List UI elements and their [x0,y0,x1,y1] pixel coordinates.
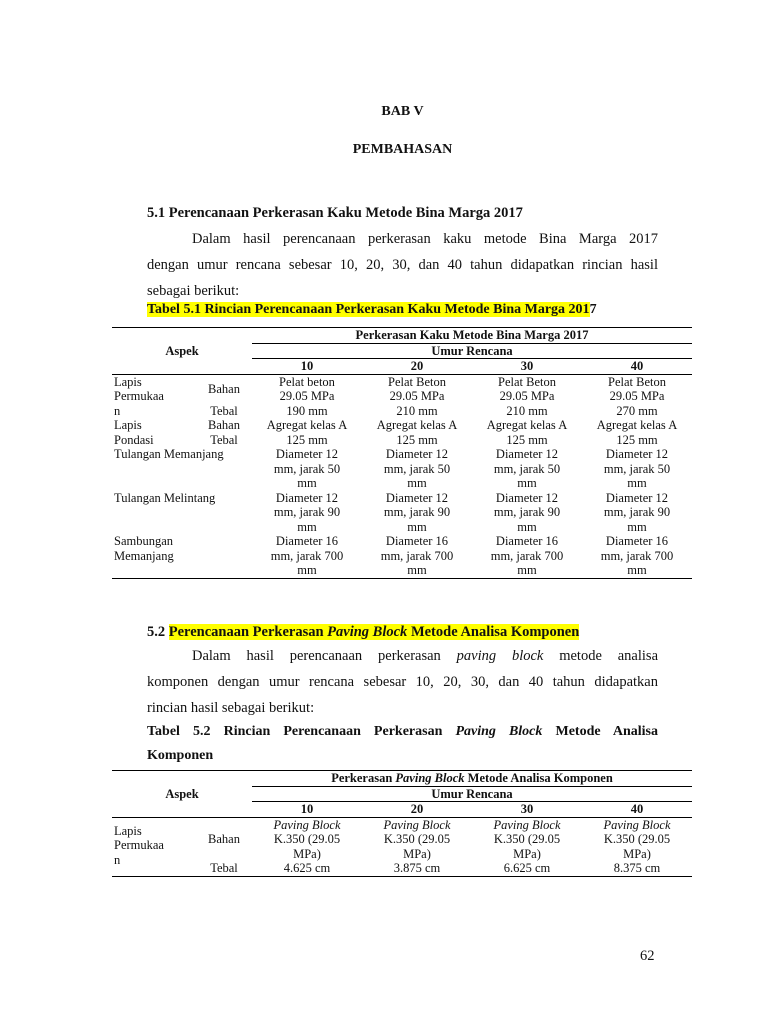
cell-line: Paving Block [383,817,451,832]
label-line: Lapis [114,823,142,838]
table-cell [362,534,472,578]
cell-line: mm [407,476,427,490]
table-cell [362,491,472,535]
year-header: 20 [410,802,424,816]
year-header: 30 [520,359,534,373]
cell-line: Agregat kelas A [486,418,568,432]
cell-line: mm [517,476,537,490]
table-cell [582,447,692,491]
cell-line: Diameter 12 [275,490,339,505]
cell-line: Agregat kelas A [266,418,348,432]
cell-line: K.350 (29.05 [383,832,451,846]
cell-line: mm [297,476,317,490]
row-label-lapis-permukaan [112,817,196,876]
sub-label-bahan: Bahan [208,832,240,846]
sub-label-tebal: Tebal [210,432,238,447]
section-heading-5-1: 5.1 Perencanaan Perkerasan Kaku Metode Bina Marga 2017 [147,205,523,221]
table-cell [252,374,362,404]
table-cell [362,374,472,404]
cell-line: MPa) [623,846,651,861]
header-part: Metode Analisa Komponen [464,771,613,785]
header-italic: Paving Block [395,771,465,785]
cell-line: Paving Block [273,817,341,832]
cell-line: Diameter 16 [275,534,339,548]
table-row [112,404,692,419]
cell-line: mm [297,563,317,577]
year-header: 10 [300,802,314,816]
table-5-1 [112,327,692,579]
cell-line: Diameter 12 [275,447,339,461]
year-header: 40 [630,359,644,373]
table-row [112,374,692,404]
table-cell [472,534,582,578]
caption-italic: Paving Block [455,724,543,739]
table-5-1-caption [147,302,597,318]
paragraph-line: dengan umur rencana sebesar 10, 20, 30, dan 40 tahun didapatkan rincian hasil [147,257,658,273]
section-5-1-paragraph [147,226,658,304]
table-cell: 210 mm [396,403,438,418]
text-part: metode analisa [543,648,658,664]
year-header: 30 [520,802,534,816]
cell-line: mm, jarak 90 [603,505,671,519]
cell-line: mm, jarak 700 [380,548,454,563]
cell-line: mm, jarak 50 [273,461,341,476]
cell-line: Diameter 12 [385,447,449,461]
cell-line: mm, jarak 50 [603,461,671,476]
cell-line: Diameter 12 [605,490,669,505]
cell-line: 125 mm [396,432,438,447]
table-5-2-caption [147,720,658,768]
table-row [112,817,692,861]
cell-line: Paving Block [603,817,671,832]
row-label-lapis-permukaan [112,374,196,418]
cell-line: mm, jarak 700 [270,548,344,563]
heading-part: Perencanaan Perkerasan [168,624,328,640]
row-label-tulangan-memanjang: Tulangan Memanjang [114,447,224,461]
cell-line: K.350 (29.05 [273,832,341,846]
label-line: n [114,403,121,418]
label-line: n [114,852,121,867]
table-cell [362,447,472,491]
cell-line: 29.05 MPa [279,389,335,403]
cell-line: mm, jarak 90 [493,505,561,519]
aspek-header: Aspek [112,771,252,818]
cell-line: Diameter 12 [495,447,559,461]
year-header: 20 [410,359,424,373]
paragraph-line [147,643,658,669]
cell-line: mm, jarak 700 [600,548,674,563]
table-row [112,491,692,535]
table-5-2 [112,770,692,877]
cell-line: Paving Block [493,817,561,832]
cell-line: Agregat kelas A [376,418,458,432]
table-cell: 210 mm [506,403,548,418]
aspek-header: Aspek [112,328,252,375]
cell-line: mm [407,563,427,577]
cell-line: Pelat Beton [388,374,446,389]
caption-part: Tabel 5.2 Rincian Perencanaan Perkerasan [147,724,456,739]
cell-line: mm, jarak 90 [383,505,451,519]
umur-rencana-header: Umur Rencana [252,343,692,359]
table-cell [582,534,692,578]
heading-part: Metode Analisa Komponen [407,624,580,640]
cell-line: mm [517,519,537,534]
paragraph-line: sebagai berikut: [147,283,240,299]
table-cell [582,374,692,404]
cell-line: mm [627,563,647,577]
table-cell [472,491,582,535]
table-row [112,534,692,578]
cell-line: mm [407,519,427,534]
table-cell: 6.625 cm [503,861,551,875]
cell-line: 29.05 MPa [499,389,555,403]
cell-line: mm [297,519,317,534]
label-line: Permukaa [114,389,164,403]
text-part: Dalam hasil perencanaan perkerasan [192,648,457,664]
table-cell [582,418,692,447]
cell-line: Diameter 12 [605,447,669,461]
umur-rencana-header: Umur Rencana [252,786,692,802]
label-line: Memanjang [114,548,174,563]
sub-label-bahan: Bahan [208,418,240,432]
table-row [112,418,692,447]
table-cell [252,534,362,578]
label-line: Lapis [114,418,142,432]
cell-line: mm, jarak 50 [493,461,561,476]
cell-line: Diameter 12 [495,490,559,505]
sub-labels [196,418,252,447]
table-cell [472,418,582,447]
cell-line: Diameter 16 [605,534,669,548]
cell-line: MPa) [293,846,321,861]
label-line: Permukaa [114,838,164,852]
cell-line: Diameter 16 [495,534,559,548]
table-cell [472,447,582,491]
cell-line: MPa) [513,846,541,861]
label-line: Pondasi [114,432,154,447]
row-label-lapis-pondasi [112,418,196,447]
paragraph-line: rincian hasil sebagai berikut: [147,700,315,716]
group-header [252,771,692,787]
cell-line: K.350 (29.05 [493,832,561,846]
table-cell [252,817,362,861]
caption-line: Komponen [147,748,214,763]
table-cell [252,447,362,491]
caption-part: Metode Analisa [542,724,658,739]
table-cell [252,491,362,535]
table-cell [362,418,472,447]
cell-line: 125 mm [286,432,328,447]
chapter-title: PEMBAHASAN [352,142,453,157]
table-cell [252,418,362,447]
cell-line: mm, jarak 90 [273,505,341,519]
cell-line: Diameter 12 [385,490,449,505]
heading-number: 5.2 [147,624,169,640]
label-line: Sambungan [114,534,174,548]
sub-label-tebal: Tebal [210,861,238,875]
table-cell [472,817,582,861]
caption-highlight: Tabel 5.1 Rincian Perencanaan Perkerasan Kaku Metode Bina Marga 201 [147,302,590,317]
year-header: 40 [630,802,644,816]
table-cell [362,817,472,861]
cell-line: mm [627,476,647,490]
cell-line: mm [627,519,647,534]
table-cell [472,374,582,404]
cell-line: Diameter 16 [385,534,449,548]
cell-line: Pelat beton [279,374,335,389]
paragraph-line: komponen dengan umur rencana sebesar 10, 20, 30, dan 40 tahun didapatkan [147,674,658,690]
sub-label-tebal: Tebal [210,403,238,418]
paragraph-line: Dalam hasil perencanaan perkerasan kaku metode Bina Marga 2017 [192,231,658,247]
caption-tail: 7 [589,302,597,317]
cell-line: mm, jarak 50 [383,461,451,476]
caption-line [147,720,658,744]
sub-label-bahan: Bahan [208,381,240,396]
chapter-number: BAB V [381,104,424,119]
table-row [112,447,692,491]
text-italic: paving block [456,648,544,664]
cell-line: Agregat kelas A [596,418,678,432]
table-cell: 270 mm [616,403,658,418]
cell-line: Pelat Beton [498,374,556,389]
cell-line: Pelat Beton [608,374,666,389]
label-line: Lapis [114,374,142,389]
cell-line: 29.05 MPa [389,389,445,403]
heading-italic: Paving Block [327,624,408,640]
group-header: Perkerasan Kaku Metode Bina Marga 2017 [252,328,692,344]
header-part: Perkerasan [331,771,396,785]
table-cell [582,817,692,861]
cell-line: K.350 (29.05 [603,832,671,846]
cell-line: 125 mm [616,432,658,447]
cell-line: mm, jarak 700 [490,548,564,563]
table-row [112,861,692,876]
table-cell [582,491,692,535]
cell-line: 125 mm [506,432,548,447]
table-cell: 8.375 cm [613,861,661,875]
year-header: 10 [300,359,314,373]
cell-line: MPa) [403,846,431,861]
cell-line: 29.05 MPa [609,389,665,403]
cell-line: mm [517,563,537,577]
table-cell: 4.625 cm [283,861,331,875]
section-heading-5-2 [147,624,579,641]
heading-highlight [169,624,580,640]
row-label-tulangan-melintang: Tulangan Melintang [114,490,216,505]
table-cell: 190 mm [286,403,328,418]
section-5-2-paragraph [147,643,658,721]
row-label-sambungan-memanjang [112,534,252,578]
table-cell: 3.875 cm [393,861,441,875]
page-number: 62 [640,948,655,964]
